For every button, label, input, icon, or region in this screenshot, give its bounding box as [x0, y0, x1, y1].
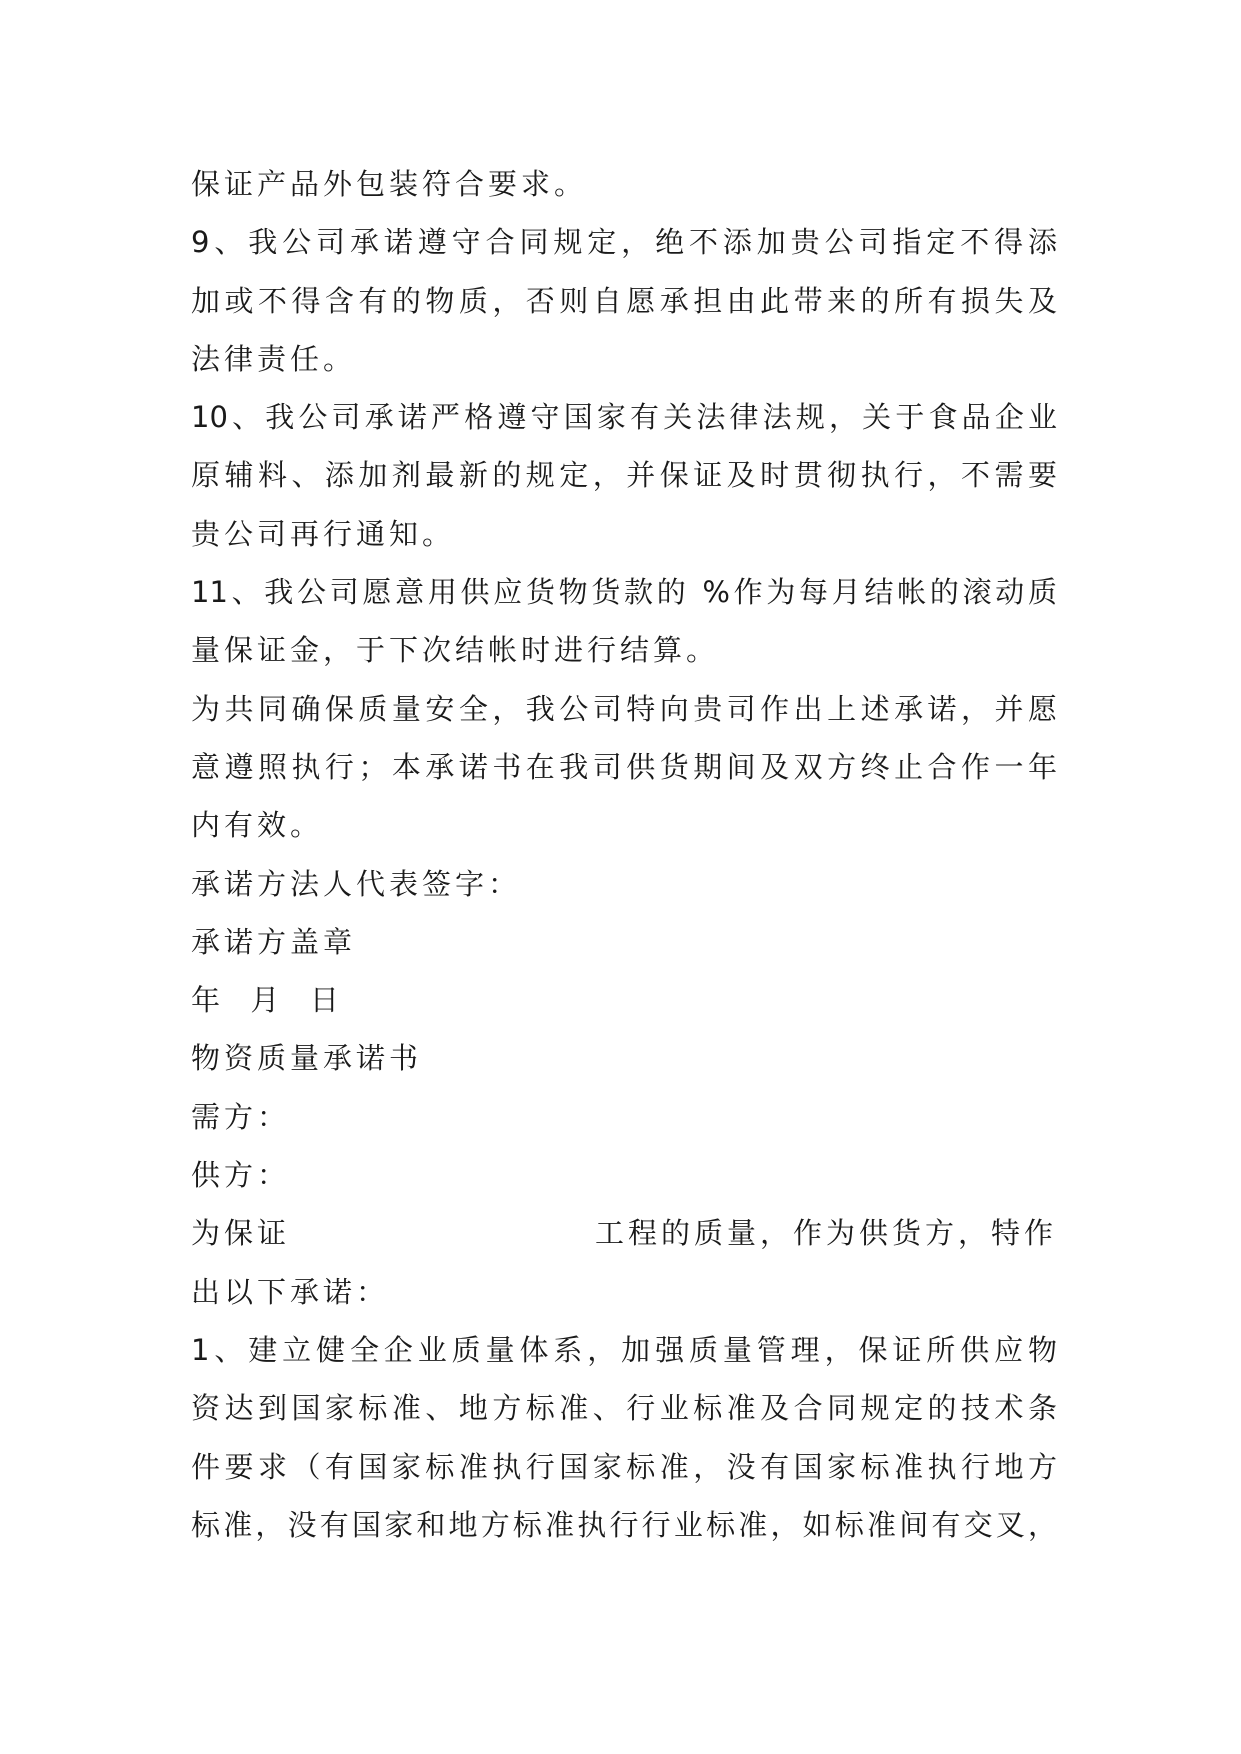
text-line: 10、我公司承诺严格遵守国家有关法律法规，关于食品企业 [191, 400, 1057, 435]
text-line: 量保证金，于下次结帐时进行结算。 [191, 633, 720, 668]
buyer-label: 需方： [191, 1099, 291, 1134]
text-line-right-part: 工程的质量，作为供货方，特作 [594, 1216, 1057, 1251]
text-line: 意遵照执行；本承诺书在我司供货期间及双方终止合作一年 [191, 749, 1057, 784]
text-line: 出以下承诺： [191, 1274, 390, 1309]
text-line-with-blank [191, 1204, 1057, 1262]
text-line: 11、我公司愿意用供应货物货款的 %作为每月结帐的滚动质 [191, 575, 1057, 610]
signature-label: 承诺方法人代表签字： [191, 866, 522, 901]
text-line-left-part: 为保证 [191, 1216, 291, 1251]
supplier-label: 供方： [191, 1158, 291, 1193]
text-line: 资达到国家标准、地方标准、行业标准及合同规定的技术条 [191, 1391, 1057, 1426]
text-line: 1、建立健全企业质量体系，加强质量管理，保证所供应物 [191, 1332, 1057, 1367]
date-line: 年 月 日 [191, 983, 343, 1018]
section-title: 物资质量承诺书 [191, 1041, 423, 1076]
text-line: 内有效。 [191, 808, 324, 843]
seal-label: 承诺方盖章 [191, 924, 357, 959]
text-line: 标准，没有国家和地方标准执行行业标准，如标准间有交叉， [191, 1507, 1057, 1542]
text-line: 法律责任。 [191, 341, 357, 376]
text-line: 原辅料、添加剂最新的规定，并保证及时贯彻执行，不需要 [191, 458, 1057, 493]
text-line: 为共同确保质量安全，我公司特向贵司作出上述承诺，并愿 [191, 691, 1057, 726]
text-line: 9、我公司承诺遵守合同规定，绝不添加贵公司指定不得添 [191, 225, 1057, 260]
text-line: 件要求（有国家标准执行国家标准，没有国家标准执行地方 [191, 1449, 1057, 1484]
text-line: 贵公司再行通知。 [191, 516, 456, 551]
text-line: 加或不得含有的物质，否则自愿承担由此带来的所有损失及 [191, 283, 1057, 318]
document-body [191, 155, 1057, 1554]
text-line: 保证产品外包装符合要求。 [191, 167, 588, 201]
